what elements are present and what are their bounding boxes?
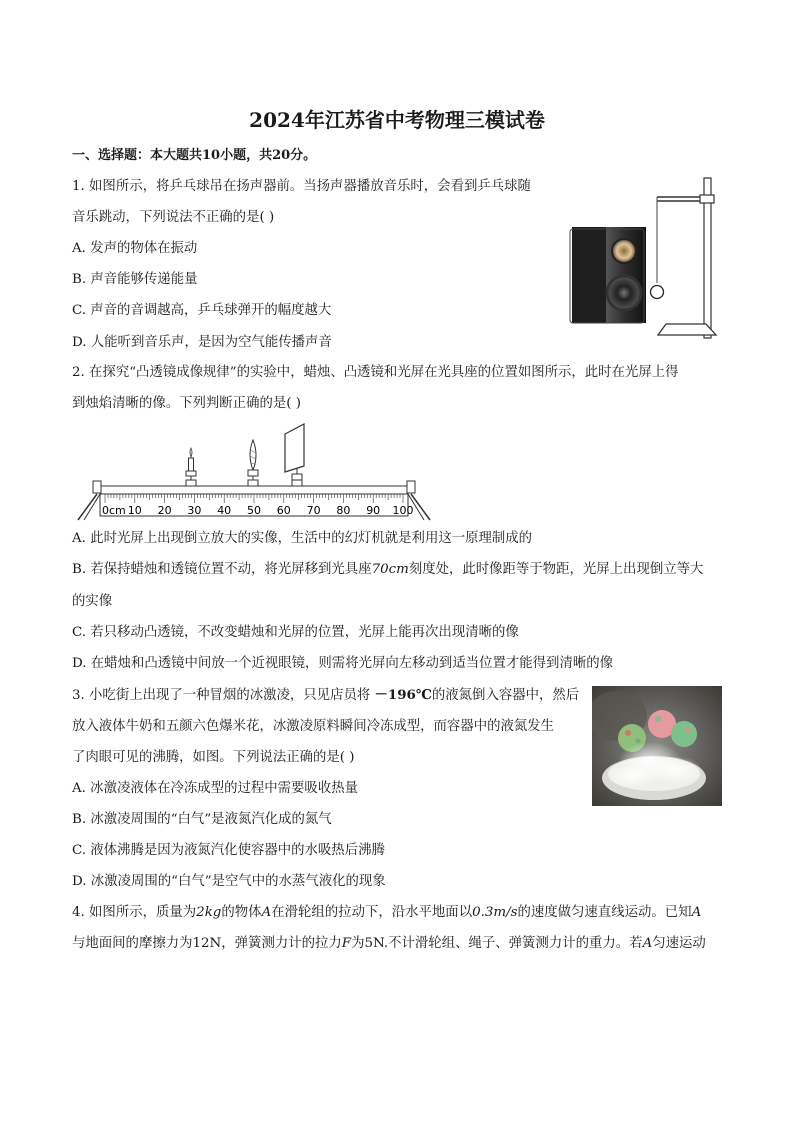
q2-option-d[interactable]: D. 在蜡烛和凸透镜中间放一个近视眼镜，则需将光屏向左移动到适当位置才能得到清晰的像 [72,656,614,671]
tweeter-icon [612,239,636,263]
q3-stem-line2: 放入液体牛奶和五颜六色爆米花，冰激凌原料瞬间冷冻成型，而容器中的液氮发生 [72,719,555,734]
q2-stem-line2: 到烛焰清晰的像。下列判断正确的是( ) [72,396,301,411]
candle-icon [186,448,196,486]
q1-option-a[interactable]: A. 发声的物体在振动 [72,241,198,256]
q2-option-b-line2: 的实像 [72,594,113,609]
optical-bench [100,486,408,494]
q3-option-c[interactable]: C. 液体沸腾是因为液氮汽化使容器中的水吸热后沸腾 [72,843,385,858]
green-scoop-right [671,721,697,747]
ruler-label: 90 [366,504,381,517]
q2-option-b[interactable]: B. 若保持蜡烛和透镜位置不动，将光屏移到光具座70cm刻度处，此时像距等于物距，光屏上出现倒立等大 [72,562,704,577]
stand-base [658,324,716,335]
ruler-label: 100 [392,504,414,517]
ping-pong-ball-icon [651,286,664,299]
q4-stem-line1: 4. 如图所示，质量为2kg的物体A在滑轮组的拉动下，沿水平地面以0.3m/s的速度做匀速直线运动。已知A [72,905,702,920]
ruler-unit-label: 0cm [102,504,126,517]
ruler-label: 50 [247,504,261,517]
q3-stem-line1: 3. 小吃街上出现了一种冒烟的冰激凌，只见店员将 －196℃的液氮倒入容器中，然后 [72,687,580,703]
speaker-body [572,227,610,323]
ruler-label: 30 [187,504,202,517]
ruler-label: 80 [336,504,351,517]
q2-option-c[interactable]: C. 若只移动凸透镜，不改变蜡烛和光屏的位置，光屏上能再次出现清晰的像 [72,625,519,640]
ruler-label: 20 [157,504,172,517]
convex-lens-icon [248,440,258,486]
page-title: 2024年江苏省中考物理三模试卷 [249,108,545,132]
ice-cream-photo [592,686,722,806]
speaker-figure [566,175,726,343]
q3-option-a[interactable]: A. 冰激凌液体在冷冻成型的过程中需要吸收热量 [72,781,358,796]
q1-stem-line1: 1. 如图所示，将乒乓球吊在扬声器前。当扬声器播放音乐时，会看到乒乓球随 [72,179,531,194]
woofer-icon [607,276,641,310]
optical-bench-figure [72,420,432,524]
ruler-label: 40 [217,504,232,517]
light-screen-icon [285,424,304,486]
ruler-label: 70 [306,504,321,517]
q4-stem-line2: 与地面间的摩擦力为12N，弹簧测力计的拉力F为5N.不计滑轮组、绳子、弹簧测力计的重力。若A匀速运动 [72,936,706,951]
q3-option-b[interactable]: B. 冰激凌周围的“白气”是液氮汽化成的氮气 [72,812,332,827]
q1-stem-line2: 音乐跳动，下列说法不正确的是( ) [72,210,275,225]
ruler-label: 60 [276,504,291,517]
q2-option-a[interactable]: A. 此时光屏上出现倒立放大的实像，生活中的幻灯机就是利用这一原理制成的 [72,531,533,546]
q1-option-b[interactable]: B. 声音能够传递能量 [72,272,198,287]
ruler-label: 10 [127,504,142,517]
q3-option-d[interactable]: D. 冰激凌周围的“白气”是空气中的水蒸气液化的现象 [72,874,386,889]
q2-stem-line1: 2. 在探究“凸透镜成像规律”的实验中，蜡烛、凸透镜和光屏在光具座的位置如图所示，此时在光屏上得 [72,365,679,380]
section-heading: 一、选择题：本大题共10小题，共20分。 [72,148,317,163]
q1-option-d[interactable]: D. 人能听到音乐声，是因为空气能传播声音 [72,335,332,350]
q1-option-c[interactable]: C. 声音的音调越高，乒乓球弹开的幅度越大 [72,303,332,318]
q3-stem-line3: 了肉眼可见的沸腾，如图。下列说法正确的是( ) [72,750,355,765]
